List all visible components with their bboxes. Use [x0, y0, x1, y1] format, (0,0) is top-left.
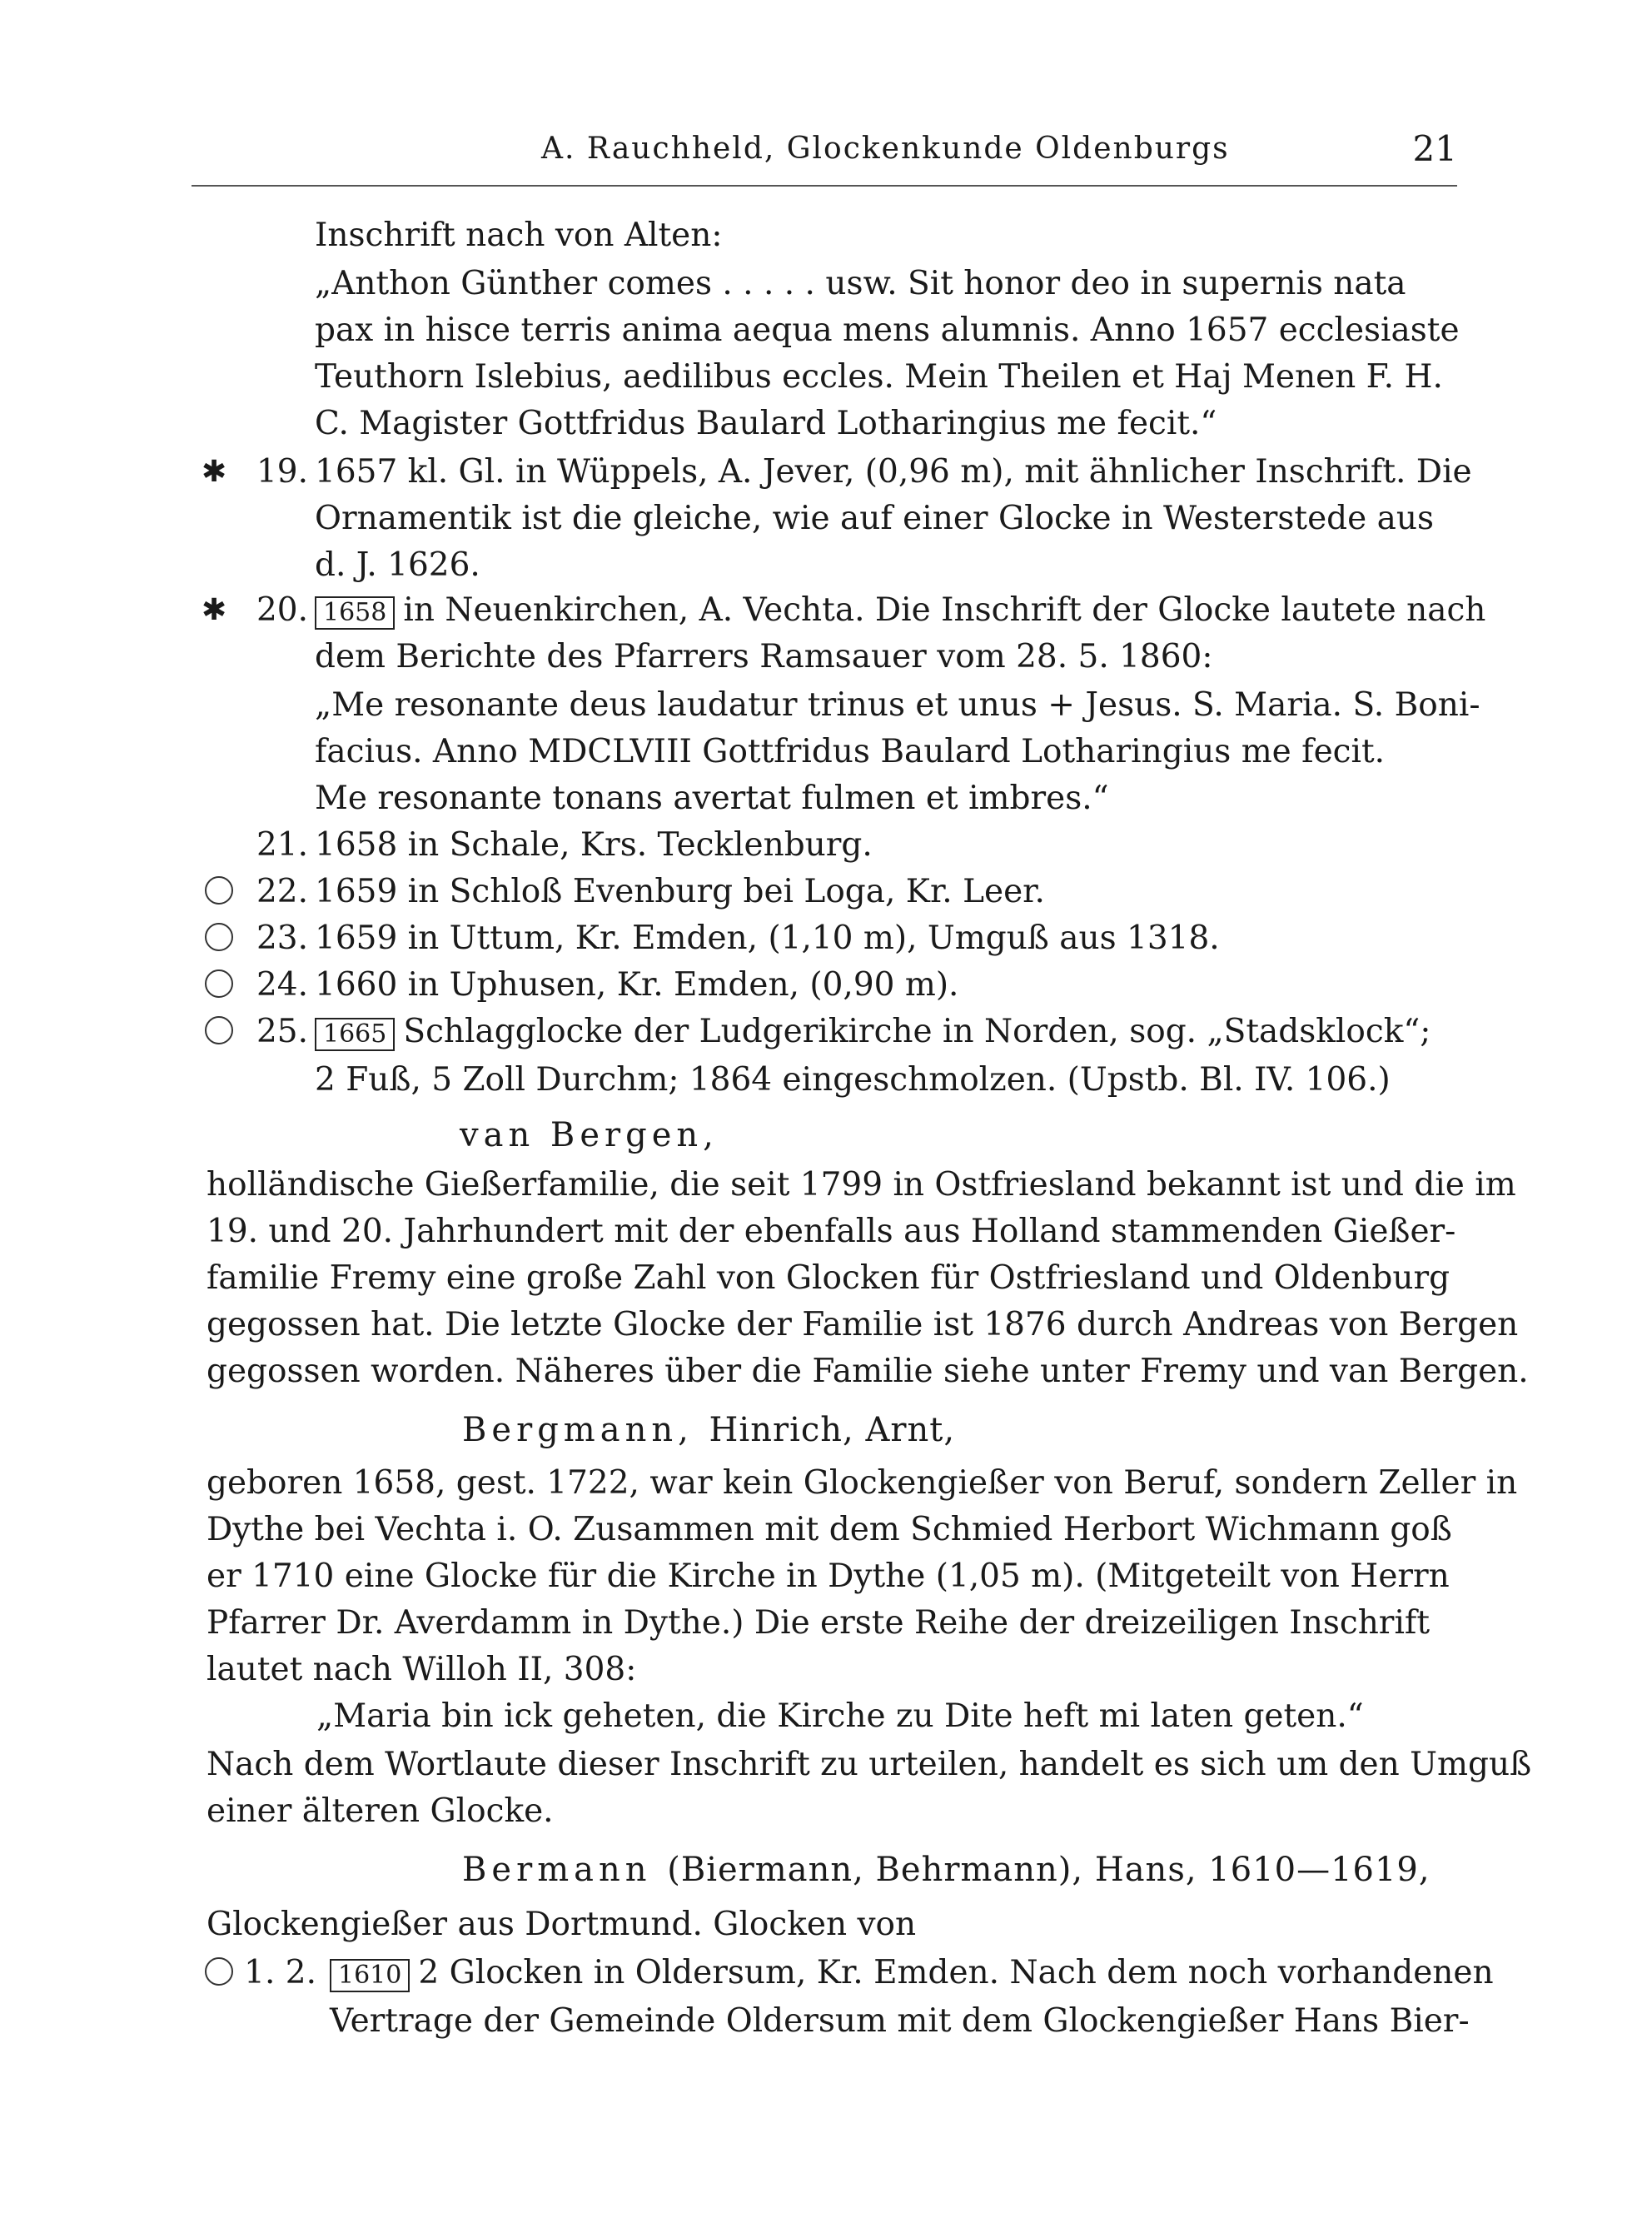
- entry-number: 19.: [256, 453, 308, 491]
- year-box: 1610: [330, 1959, 410, 1992]
- year-box: 1665: [315, 1018, 395, 1051]
- entry-number: 25.: [256, 1013, 308, 1050]
- text-span: in Neuenkirchen, A. Vechta. Die Inschrift der Glocke lautete nach: [403, 591, 1486, 629]
- section-heading: [462, 1847, 1431, 1892]
- text-line: Nach dem Wortlaute dieser Inschrift zu urteilen, handelt es sich um den Umguß: [206, 1746, 1532, 1783]
- text-line: „Anthon Günther comes . . . . . usw. Sit honor deo in supernis nata: [315, 265, 1406, 302]
- section-heading: van Bergen,: [460, 1116, 719, 1154]
- text-line: d. J. 1626.: [315, 546, 480, 584]
- text-line: Ornamentik ist die gleiche, wie auf einer Glocke in Westerstede aus: [315, 500, 1434, 537]
- heading-rest: Hinrich, Arnt,: [709, 1411, 956, 1449]
- text-span: 2 Glocken in Oldersum, Kr. Emden. Nach dem noch vorhandenen: [418, 1954, 1494, 1991]
- text-line: Dythe bei Vechta i. O. Zusammen mit dem Schmied Herbort Wichmann goß: [206, 1511, 1452, 1548]
- section-heading: [462, 1408, 955, 1453]
- text-line: Inschrift nach von Alten:: [315, 217, 723, 254]
- entry-number: 22.: [256, 873, 308, 910]
- text-line: C. Magister Gottfridus Baulard Lotharingius me fecit.“: [315, 405, 1217, 442]
- text-line: familie Fremy eine große Zahl von Glocken für Ostfriesland und Oldenburg: [206, 1259, 1450, 1297]
- text-line: holländische Gießerfamilie, die seit 1799 in Ostfriesland bekannt ist und die im: [206, 1166, 1516, 1204]
- text-line: 1659 in Uttum, Kr. Emden, (1,10 m), Umguß aus 1318.: [315, 920, 1220, 957]
- text-line: pax in hisce terris anima aequa mens alumnis. Anno 1657 ecclesiaste: [315, 312, 1460, 349]
- header-title: A. Rauchheld, Glockenkunde Oldenburgs: [541, 132, 1230, 166]
- entry-number: 23.: [256, 920, 308, 957]
- text-span: Schlagglocke der Ludgerikirche in Norden, sog. „Stadsklock“;: [403, 1013, 1431, 1050]
- star-marker-icon: ✱: [202, 593, 227, 627]
- text-line: „Me resonante deus laudatur trinus et unus + Jesus. S. Maria. S. Boni-: [315, 686, 1480, 724]
- text-line: gegossen worden. Näheres über die Familie siehe unter Fremy und van Bergen.: [206, 1353, 1529, 1390]
- text-line: [315, 588, 1485, 633]
- entry-number: 1. 2.: [244, 1954, 316, 1991]
- running-header: [192, 128, 1457, 173]
- text-line: Me resonante tonans avertat fulmen et imbres.“: [315, 780, 1109, 817]
- text-line: 1658 in Schale, Krs. Tecklenburg.: [315, 826, 873, 864]
- text-line: „Maria bin ick geheten, die Kirche zu Dite heft mi laten geten.“: [316, 1697, 1364, 1735]
- text-line: Pfarrer Dr. Averdamm in Dythe.) Die erste Reihe der dreizeiligen Inschrift: [206, 1604, 1431, 1642]
- text-line: 2 Fuß, 5 Zoll Durchm; 1864 eingeschmolzen. (Upstb. Bl. IV. 106.): [315, 1061, 1391, 1099]
- text-line: gegossen hat. Die letzte Glocke der Familie ist 1876 durch Andreas von Bergen: [206, 1306, 1519, 1343]
- star-marker-icon: ✱: [202, 455, 227, 489]
- text-line: Teuthorn Islebius, aedilibus eccles. Mein Theilen et Haj Menen F. H.: [315, 358, 1443, 396]
- entry-number: 24.: [256, 966, 308, 1004]
- heading-name: Bergmann,: [462, 1411, 694, 1449]
- text-line: 1660 in Uphusen, Kr. Emden, (0,90 m).: [315, 966, 959, 1004]
- text-line: 1659 in Schloß Evenburg bei Loga, Kr. Leer.: [315, 873, 1045, 910]
- page-number: 21: [1412, 128, 1457, 169]
- text-line: Glockengießer aus Dortmund. Glocken von: [206, 1906, 917, 1943]
- text-line: lautet nach Willoh II, 308:: [206, 1651, 637, 1688]
- text-line: [330, 1951, 1494, 1996]
- circle-marker-icon: [205, 1957, 233, 1986]
- heading-rest: (Biermann, Behrmann), Hans, 1610—1619,: [667, 1851, 1431, 1889]
- text-line: Vertrage der Gemeinde Oldersum mit dem Glockengießer Hans Bier-: [330, 2002, 1470, 2040]
- text-line: 1657 kl. Gl. in Wüppels, A. Jever, (0,96 m), mit ähnlicher Inschrift. Die: [315, 453, 1472, 491]
- text-line: 19. und 20. Jahrhundert mit der ebenfalls aus Holland stammenden Gießer-: [206, 1213, 1456, 1250]
- text-line: geboren 1658, gest. 1722, war kein Glockengießer von Beruf, sondern Zeller in: [206, 1464, 1518, 1502]
- text-line: facius. Anno MDCLVIII Gottfridus Baulard Lotharingius me fecit.: [315, 733, 1386, 770]
- year-box: 1658: [315, 596, 395, 630]
- text-line: einer älteren Glocke.: [206, 1792, 554, 1830]
- heading-name: Bermann: [462, 1851, 652, 1889]
- entry-number: 21.: [256, 826, 308, 864]
- entry-number: 20.: [256, 591, 308, 629]
- header-rule: [192, 185, 1457, 187]
- text-line: dem Berichte des Pfarrers Ramsauer vom 28. 5. 1860:: [315, 638, 1213, 675]
- text-line: er 1710 eine Glocke für die Kirche in Dythe (1,05 m). (Mitgeteilt von Herrn: [206, 1558, 1450, 1595]
- text-line: [315, 1009, 1431, 1054]
